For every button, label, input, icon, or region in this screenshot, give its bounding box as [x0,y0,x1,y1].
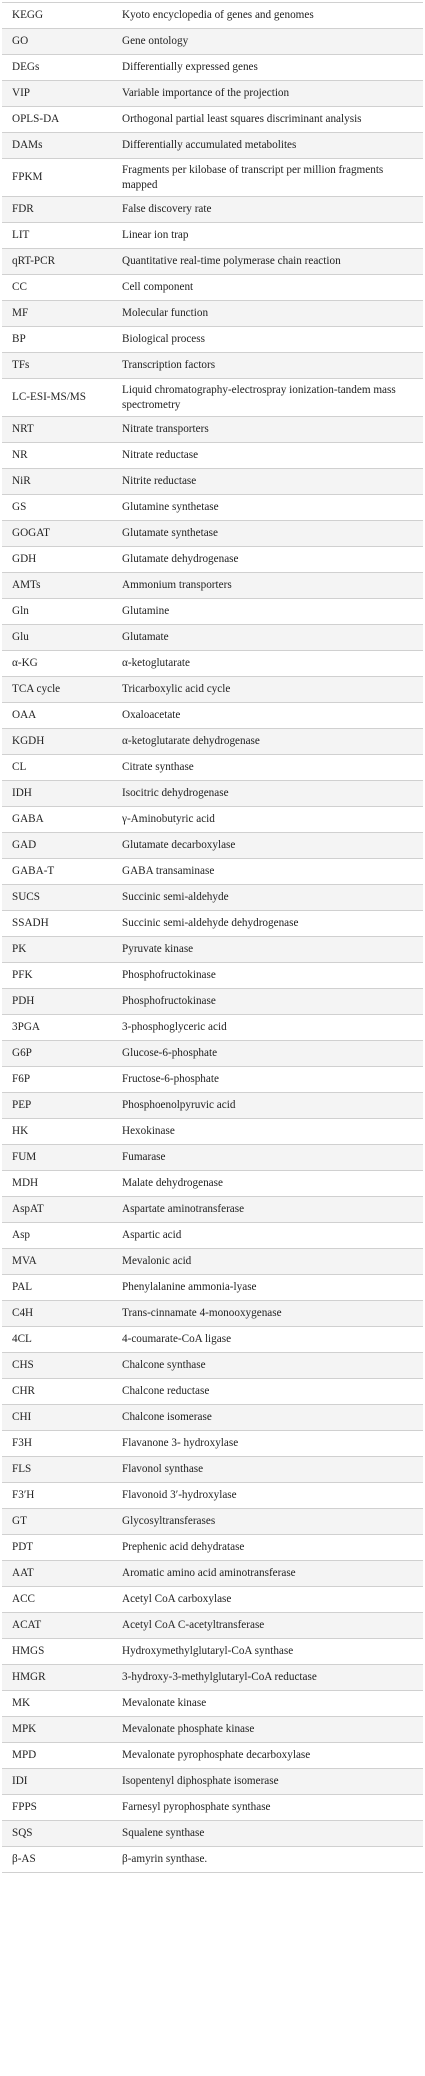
abbreviation-cell: GT [2,1509,114,1535]
abbreviation-cell: F6P [2,1067,114,1093]
abbreviation-cell: MPD [2,1743,114,1769]
definition-cell: Molecular function [114,301,423,327]
abbreviation-cell: CHR [2,1379,114,1405]
definition-cell: Mevalonate kinase [114,1691,423,1717]
definition-cell: Phosphoenolpyruvic acid [114,1093,423,1119]
definition-cell: Liquid chromatography-electrospray ionization-tandem mass spectrometry [114,379,423,417]
table-row [2,1171,423,1197]
table-row [2,1821,423,1847]
abbreviation-cell: NiR [2,469,114,495]
table-row [2,651,423,677]
table-row [2,1743,423,1769]
definition-cell: Differentially expressed genes [114,55,423,81]
definition-cell: Nitrite reductase [114,469,423,495]
abbreviation-cell: CHI [2,1405,114,1431]
abbreviations-table [2,2,423,1873]
definition-cell: Acetyl CoA C-acetyltransferase [114,1613,423,1639]
abbreviation-cell: GAD [2,833,114,859]
abbreviation-cell: GO [2,29,114,55]
definition-cell: Nitrate transporters [114,417,423,443]
definition-cell: Fructose-6-phosphate [114,1067,423,1093]
definition-cell: Hexokinase [114,1119,423,1145]
table-row [2,301,423,327]
abbreviation-cell: Gln [2,599,114,625]
abbreviation-cell: GOGAT [2,521,114,547]
definition-cell: Trans-cinnamate 4-monooxygenase [114,1301,423,1327]
table-row [2,327,423,353]
table-row [2,223,423,249]
abbreviation-cell: HK [2,1119,114,1145]
abbreviation-cell: MK [2,1691,114,1717]
table-row [2,1691,423,1717]
table-row [2,1509,423,1535]
table-row [2,677,423,703]
definition-cell: Squalene synthase [114,1821,423,1847]
abbreviation-cell: OPLS-DA [2,107,114,133]
abbreviation-cell: ACC [2,1587,114,1613]
table-row [2,1223,423,1249]
abbreviation-cell: VIP [2,81,114,107]
definition-cell: β-amyrin synthase. [114,1847,423,1873]
table-row [2,859,423,885]
table-row [2,29,423,55]
abbreviation-cell: PAL [2,1275,114,1301]
definition-cell: Glutamate [114,625,423,651]
abbreviation-cell: TFs [2,353,114,379]
definition-cell: Glycosyltransferases [114,1509,423,1535]
table-row [2,1795,423,1821]
definition-cell: Orthogonal partial least squares discriminant analysis [114,107,423,133]
definition-cell: 3-phosphoglyceric acid [114,1015,423,1041]
definition-cell: 4-coumarate-CoA ligase [114,1327,423,1353]
table-row [2,1457,423,1483]
abbreviation-cell: HMGR [2,1665,114,1691]
abbreviation-cell: FDR [2,197,114,223]
definition-cell: Quantitative real-time polymerase chain reaction [114,249,423,275]
definition-cell: GABA transaminase [114,859,423,885]
abbreviation-cell: KEGG [2,3,114,29]
table-row [2,1197,423,1223]
abbreviation-cell: MPK [2,1717,114,1743]
definition-cell: Flavonoid 3′-hydroxylase [114,1483,423,1509]
definition-cell: Phosphofructokinase [114,963,423,989]
abbreviation-cell: AMTs [2,573,114,599]
table-row [2,1665,423,1691]
abbreviation-cell: TCA cycle [2,677,114,703]
table-row [2,417,423,443]
table-row [2,911,423,937]
table-row [2,833,423,859]
definition-cell: Hydroxymethylglutaryl-CoA synthase [114,1639,423,1665]
abbreviation-cell: G6P [2,1041,114,1067]
abbreviation-cell: α-KG [2,651,114,677]
table-row [2,133,423,159]
abbreviation-cell: AAT [2,1561,114,1587]
abbreviation-cell: PDT [2,1535,114,1561]
definition-cell: Tricarboxylic acid cycle [114,677,423,703]
abbreviation-cell: PFK [2,963,114,989]
abbreviation-cell: FPPS [2,1795,114,1821]
table-row [2,1379,423,1405]
abbreviation-cell: FLS [2,1457,114,1483]
table-row [2,159,423,197]
table-row [2,1717,423,1743]
definition-cell: Phenylalanine ammonia-lyase [114,1275,423,1301]
table-row [2,249,423,275]
table-row [2,469,423,495]
table-row [2,1041,423,1067]
table-row [2,379,423,417]
definition-cell: α-ketoglutarate dehydrogenase [114,729,423,755]
abbreviation-cell: LC-ESI-MS/MS [2,379,114,417]
definition-cell: Mevalonate phosphate kinase [114,1717,423,1743]
table-row [2,781,423,807]
abbreviation-cell: BP [2,327,114,353]
definition-cell: Chalcone isomerase [114,1405,423,1431]
table-row [2,729,423,755]
abbreviation-cell: GABA [2,807,114,833]
table-row [2,353,423,379]
abbreviation-cell: OAA [2,703,114,729]
definition-cell: γ-Aminobutyric acid [114,807,423,833]
definition-cell: False discovery rate [114,197,423,223]
table-row [2,1067,423,1093]
abbreviation-cell: SUCS [2,885,114,911]
abbreviation-cell: MVA [2,1249,114,1275]
table-row [2,1431,423,1457]
abbreviation-cell: GS [2,495,114,521]
table-row [2,625,423,651]
definition-cell: Glutamine synthetase [114,495,423,521]
table-row [2,885,423,911]
table-row [2,81,423,107]
abbreviation-cell: AspAT [2,1197,114,1223]
table-row [2,1093,423,1119]
abbreviation-cell: KGDH [2,729,114,755]
table-row [2,55,423,81]
table-row [2,1483,423,1509]
definition-cell: Glucose-6-phosphate [114,1041,423,1067]
definition-cell: Aspartic acid [114,1223,423,1249]
definition-cell: Ammonium transporters [114,573,423,599]
table-row [2,1119,423,1145]
definition-cell: Farnesyl pyrophosphate synthase [114,1795,423,1821]
table-row [2,521,423,547]
table-row [2,1249,423,1275]
table-row [2,1353,423,1379]
table-row [2,495,423,521]
abbreviation-cell: CHS [2,1353,114,1379]
table-row [2,1769,423,1795]
table-row [2,1405,423,1431]
table-row [2,807,423,833]
abbreviation-cell: LIT [2,223,114,249]
abbreviation-cell: HMGS [2,1639,114,1665]
table-row [2,1327,423,1353]
abbreviation-cell: MF [2,301,114,327]
definition-cell: Glutamate synthetase [114,521,423,547]
definition-cell: 3-hydroxy-3-methylglutaryl-CoA reductase [114,1665,423,1691]
definition-cell: Chalcone synthase [114,1353,423,1379]
definition-cell: Oxaloacetate [114,703,423,729]
abbreviation-cell: β-AS [2,1847,114,1873]
definition-cell: Aspartate aminotransferase [114,1197,423,1223]
abbreviation-cell: Glu [2,625,114,651]
abbreviation-cell: F3′H [2,1483,114,1509]
abbreviation-cell: DAMs [2,133,114,159]
table-row [2,1145,423,1171]
table-row [2,197,423,223]
definition-cell: Glutamate dehydrogenase [114,547,423,573]
definition-cell: Pyruvate kinase [114,937,423,963]
definition-cell: Variable importance of the projection [114,81,423,107]
abbreviations-table-body [2,3,423,1873]
abbreviation-cell: DEGs [2,55,114,81]
definition-cell: Flavanone 3- hydroxylase [114,1431,423,1457]
table-row [2,1613,423,1639]
abbreviation-cell: GDH [2,547,114,573]
definition-cell: Citrate synthase [114,755,423,781]
definition-cell: Malate dehydrogenase [114,1171,423,1197]
abbreviation-cell: GABA-T [2,859,114,885]
definition-cell: Linear ion trap [114,223,423,249]
definition-cell: Phosphofructokinase [114,989,423,1015]
abbreviation-cell: CL [2,755,114,781]
table-row [2,443,423,469]
definition-cell: Isocitric dehydrogenase [114,781,423,807]
table-row [2,937,423,963]
abbreviation-cell: PDH [2,989,114,1015]
definition-cell: Kyoto encyclopedia of genes and genomes [114,3,423,29]
abbreviation-cell: PK [2,937,114,963]
abbreviation-cell: FUM [2,1145,114,1171]
abbreviation-cell: CC [2,275,114,301]
definition-cell: Succinic semi-aldehyde dehydrogenase [114,911,423,937]
definition-cell: Biological process [114,327,423,353]
table-row [2,1535,423,1561]
table-row [2,989,423,1015]
table-row [2,599,423,625]
abbreviation-cell: C4H [2,1301,114,1327]
table-row [2,547,423,573]
abbreviation-cell: SSADH [2,911,114,937]
abbreviation-cell: IDI [2,1769,114,1795]
definition-cell: Prephenic acid dehydratase [114,1535,423,1561]
definition-cell: α-ketoglutarate [114,651,423,677]
table-row [2,1847,423,1873]
table-row [2,107,423,133]
table-row [2,1587,423,1613]
definition-cell: Mevalonic acid [114,1249,423,1275]
definition-cell: Cell component [114,275,423,301]
definition-cell: Glutamate decarboxylase [114,833,423,859]
definition-cell: Fragments per kilobase of transcript per million fragments mapped [114,159,423,197]
abbreviation-cell: NR [2,443,114,469]
abbreviation-cell: Asp [2,1223,114,1249]
abbreviation-cell: FPKM [2,159,114,197]
definition-cell: Chalcone reductase [114,1379,423,1405]
table-row [2,1015,423,1041]
abbreviation-cell: ACAT [2,1613,114,1639]
definition-cell: Mevalonate pyrophosphate decarboxylase [114,1743,423,1769]
abbreviation-cell: qRT-PCR [2,249,114,275]
abbreviation-cell: 4CL [2,1327,114,1353]
table-row [2,963,423,989]
abbreviation-cell: SQS [2,1821,114,1847]
abbreviation-cell: NRT [2,417,114,443]
definition-cell: Nitrate reductase [114,443,423,469]
abbreviation-cell: 3PGA [2,1015,114,1041]
definition-cell: Aromatic amino acid aminotransferase [114,1561,423,1587]
table-row [2,275,423,301]
definition-cell: Fumarase [114,1145,423,1171]
table-row [2,1275,423,1301]
definition-cell: Flavonol synthase [114,1457,423,1483]
table-row [2,755,423,781]
definition-cell: Succinic semi-aldehyde [114,885,423,911]
table-row [2,3,423,29]
table-row [2,1301,423,1327]
definition-cell: Glutamine [114,599,423,625]
abbreviation-cell: IDH [2,781,114,807]
definition-cell: Differentially accumulated metabolites [114,133,423,159]
definition-cell: Acetyl CoA carboxylase [114,1587,423,1613]
table-row [2,703,423,729]
abbreviation-cell: PEP [2,1093,114,1119]
definition-cell: Gene ontology [114,29,423,55]
table-row [2,1639,423,1665]
abbreviation-cell: F3H [2,1431,114,1457]
table-row [2,1561,423,1587]
definition-cell: Isopentenyl diphosphate isomerase [114,1769,423,1795]
abbreviation-cell: MDH [2,1171,114,1197]
definition-cell: Transcription factors [114,353,423,379]
table-row [2,573,423,599]
